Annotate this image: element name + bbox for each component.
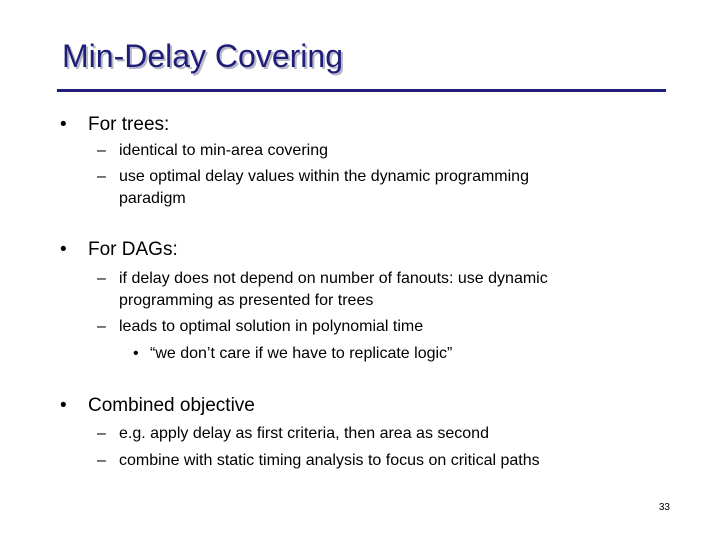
sub-bullet-text-continued: paradigm <box>119 190 186 207</box>
page-number: 33 <box>658 502 670 513</box>
bullet-mark: • <box>60 395 67 416</box>
dash-mark: – <box>97 318 106 335</box>
bullet-text: For trees: <box>88 114 170 135</box>
bullet-text: Combined objective <box>88 395 255 416</box>
bullet-mark: • <box>60 114 67 135</box>
sub-bullet-text: e.g. apply delay as first criteria, then area as second <box>119 425 489 442</box>
slide-title: Min-Delay Covering <box>62 38 343 74</box>
dash-mark: – <box>97 270 106 287</box>
dash-mark: – <box>97 452 106 469</box>
sub-bullet-text-continued: programming as presented for trees <box>119 292 374 309</box>
sub-bullet-text: use optimal delay values within the dynamic programming <box>119 168 529 185</box>
sub-sub-bullet-text: “we don’t care if we have to replicate logic” <box>150 345 453 362</box>
bullet-mark: • <box>133 345 139 362</box>
dash-mark: – <box>97 142 106 159</box>
title-underline <box>57 89 666 92</box>
sub-bullet-text: combine with static timing analysis to focus on critical paths <box>119 452 540 469</box>
sub-bullet-text: leads to optimal solution in polynomial time <box>119 318 424 335</box>
sub-bullet-text: if delay does not depend on number of fanouts: use dynamic <box>119 270 548 287</box>
sub-bullet-text: identical to min-area covering <box>119 142 328 159</box>
bullet-mark: • <box>60 239 67 260</box>
bullet-text: For DAGs: <box>88 239 178 260</box>
dash-mark: – <box>97 168 106 185</box>
dash-mark: – <box>97 425 106 442</box>
